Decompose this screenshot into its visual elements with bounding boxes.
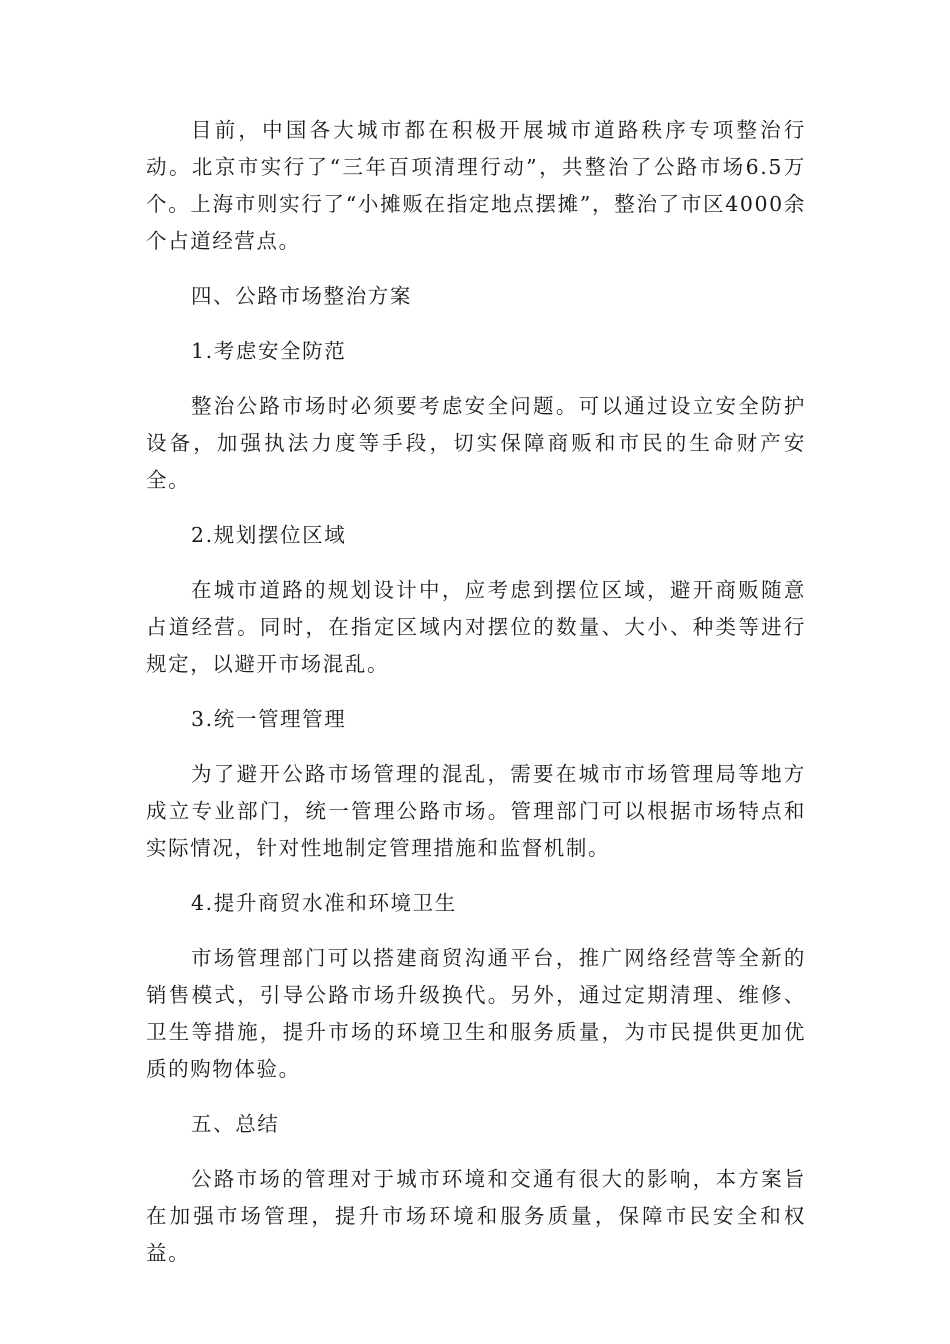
section-heading-summary: 五、总结 (191, 1112, 280, 1136)
paragraph-safety: 整治公路市场时必须要考虑安全问题。可以通过设立安全防护设备，加强执法力度等手段，切实保障商贩和市民的生命财产安全。 (146, 394, 806, 492)
document-page (146, 112, 806, 1272)
paragraph-trade-hygiene: 市场管理部门可以搭建商贸沟通平台，推广网络经营等全新的销售模式，引导公路市场升级换代。另外，通过定期清理、维修、卫生等措施，提升市场的环境卫生和服务质量，为市民提供更加优质的购物体验。 (146, 946, 806, 1081)
paragraph-stall-zones: 在城市道路的规划设计中，应考虑到摆位区域，避开商贩随意占道经营。同时，在指定区域内对摆位的数量、大小、种类等进行规定，以避开市场混乱。 (146, 578, 806, 676)
paragraph-current-status: 目前，中国各大城市都在积极开展城市道路秩序专项整治行动。北京市实行了“三年百项清理行动”，共整治了公路市场6.5万个。上海市则实行了“小摊贩在指定地点摆摊”，整治了市区4000余个占道经营点。 (146, 118, 806, 253)
subheading-trade-hygiene: 4.提升商贸水准和环境卫生 (191, 891, 457, 915)
section-heading-plan: 四、公路市场整治方案 (191, 284, 412, 308)
paragraph-unified-management: 为了避开公路市场管理的混乱，需要在城市市场管理局等地方成立专业部门，统一管理公路市场。管理部门可以根据市场特点和实际情况，针对性地制定管理措施和监督机制。 (146, 762, 806, 860)
paragraph-summary: 公路市场的管理对于城市环境和交通有很大的影响，本方案旨在加强市场管理，提升市场环境和服务质量，保障市民安全和权益。 (146, 1167, 806, 1265)
subheading-unified-management: 3.统一管理管理 (191, 707, 347, 731)
subheading-safety: 1.考虑安全防范 (191, 339, 347, 363)
subheading-stall-zones: 2.规划摆位区域 (191, 523, 347, 547)
